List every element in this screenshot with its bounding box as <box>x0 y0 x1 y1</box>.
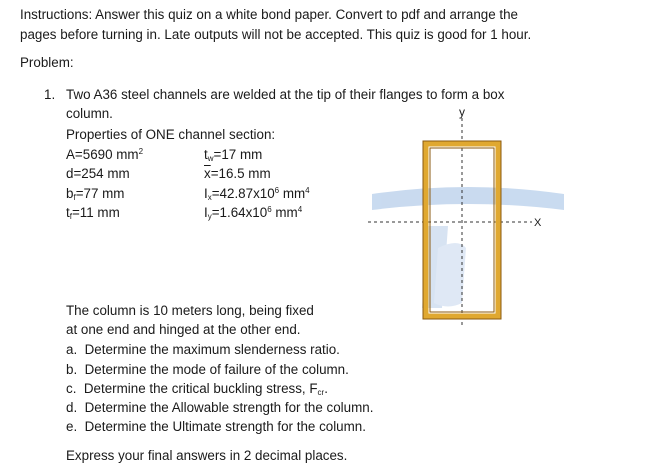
task-e: e. Determine the Ultimate strength for the column. <box>66 419 366 434</box>
prop-flange-thickness: $t_f=11$ mm <box>66 205 120 221</box>
properties-heading: Properties of ONE channel section: <box>66 127 276 142</box>
box-column-figure <box>368 98 568 328</box>
instructions-line-1: Instructions: Answer this quiz on a white bond paper. Convert to pdf and arrange the <box>20 7 518 22</box>
task-c: c. Determine the critical buckling stress, $F_{cr}$. <box>66 381 328 397</box>
prop-moment-inertia-y: $I_y=1.64x10^6$ $mm^4$ <box>204 205 303 221</box>
task-d: d. Determine the Allowable strength for the column. <box>66 400 374 415</box>
problem-heading: Problem: <box>20 55 74 70</box>
task-a: a. Determine the maximum slenderness ratio. <box>66 342 340 357</box>
column-description-line-2: at one end and hinged at the other end. <box>66 322 301 337</box>
x-axis-label: X <box>534 217 542 229</box>
prop-area: A=5690 $mm^2$ <box>66 147 144 162</box>
question-number: 1. <box>44 87 56 102</box>
prop-moment-inertia-x: $I_x=42.87x10^6$ $mm^4$ <box>204 186 310 202</box>
prop-centroid-x: $\overline{x}=16.5$ mm <box>204 166 271 181</box>
watermark-graphic <box>372 187 564 308</box>
prop-depth: d=254 mm <box>66 166 130 181</box>
prop-flange-width: $b_f=77$ mm <box>66 186 125 202</box>
question-line-1: Two A36 steel channels are welded at the tip of their flanges to form a box <box>66 87 505 102</box>
final-answer-note: Express your final answers in 2 decimal places. <box>66 448 348 463</box>
instructions-line-2: pages before turning in. Late outputs will not be accepted. This quiz is good for 1 hour. <box>20 27 532 42</box>
task-b: b. Determine the mode of failure of the column. <box>66 362 349 377</box>
prop-web-thickness: $t_w=17$ mm <box>204 147 263 163</box>
y-axis-label: y <box>459 105 465 119</box>
column-description-line-1: The column is 10 meters long, being fixed <box>66 303 314 318</box>
question-line-2: column. <box>66 106 113 121</box>
